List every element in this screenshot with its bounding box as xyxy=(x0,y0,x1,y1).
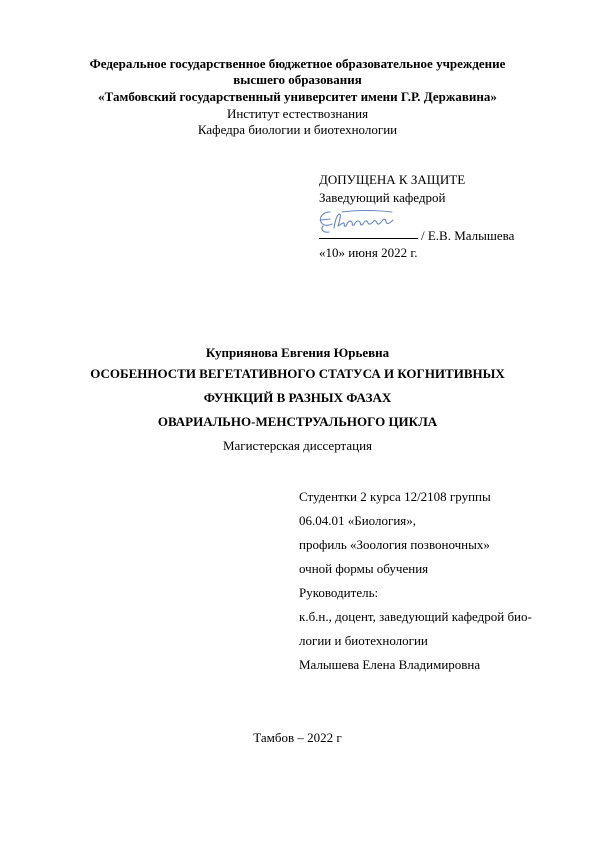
approval-role: Заведующий кафедрой xyxy=(319,190,446,205)
student-info-line-2: 06.04.01 «Биология», xyxy=(299,513,417,528)
handwritten-signature xyxy=(316,206,398,236)
supervisor-title-line-2: логии и биотехнологии xyxy=(299,633,428,648)
thesis-title-line-2: ФУНКЦИЙ В РАЗНЫХ ФАЗАХ xyxy=(203,390,392,405)
thesis-type: Магистерская диссертация xyxy=(222,438,373,453)
institution-education-level: высшего образования xyxy=(233,72,362,87)
student-info-line-3: профиль «Зоология позвоночных» xyxy=(299,537,490,552)
institute-name: Институт естествознания xyxy=(226,106,369,121)
supervisor-label: Руководитель: xyxy=(299,585,379,600)
thesis-title-line-3: ОВАРИАЛЬНО-МЕНСТРУАЛЬНОГО ЦИКЛА xyxy=(157,414,438,429)
thesis-title-line-1: ОСОБЕННОСТИ ВЕГЕТАТИВНОГО СТАТУСА И КОГНИТИВНЫХ xyxy=(90,366,505,381)
approval-title: ДОПУЩЕНА К ЗАЩИТЕ xyxy=(319,172,466,187)
student-info-line-4: очной формы обучения xyxy=(299,561,429,576)
student-info-line-1: Студентки 2 курса 12/2108 группы xyxy=(299,489,491,504)
department-name: Кафедра биологии и биотехнологии xyxy=(197,122,398,137)
author-name: Куприянова Евгения Юрьевна xyxy=(205,345,390,360)
university-name: «Тамбовский государственный университет имени Г.Р. Державина» xyxy=(98,89,497,104)
supervisor-name: Малышева Елена Владимировна xyxy=(299,657,481,672)
institution-name: Федеральное государственное бюджетное образовательное учреждение xyxy=(89,56,506,71)
signature-line xyxy=(319,238,418,239)
city-year: Тамбов – 2022 г xyxy=(253,730,342,745)
approval-date: «10» июня 2022 г. xyxy=(319,245,418,260)
signature-name: / Е.В. Малышева xyxy=(421,228,515,243)
supervisor-title-line-1: к.б.н., доцент, заведующий кафедрой био- xyxy=(299,609,532,624)
